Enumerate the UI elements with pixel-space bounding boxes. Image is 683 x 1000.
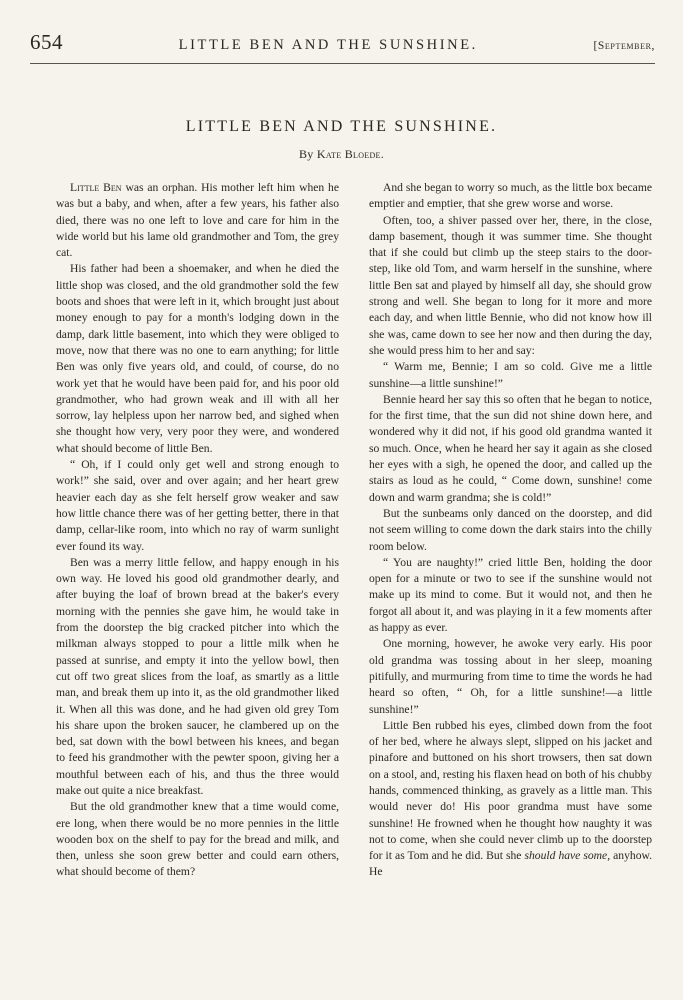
running-head — [30, 30, 655, 64]
left-column — [56, 180, 339, 881]
paragraph: But the sunbeams only danced on the doorstep, and did not seem willing to come down the dark stairs into the chilly room below. — [369, 506, 652, 553]
page-number: 654 — [30, 30, 63, 54]
article-body — [56, 180, 652, 881]
lead-word: Little Ben — [70, 181, 122, 194]
paragraph: “ You are naughty!” cried little Ben, holding the door open for a minute or two to see if the sunshine would not make up its mind to come. But it would not, and then he forgot all about it, and was playing in it a few moments after as happy as ever. — [369, 555, 652, 635]
paragraph: One morning, however, he awoke very early. His poor old grandma was tossing about in her sleep, moaning pitifully, and murmuring from time to time the words he had heard so often, “ Oh, for a little sunshine!—a little sunshine!” — [369, 637, 652, 716]
paragraph: “ Warm me, Bennie; I am so cold. Give me a little sunshine—a little sunshine!” — [369, 360, 652, 390]
paragraph: Little Ben was an orphan. His mother left him when he was but a baby, and when, after a few years, his father also died, there was no one left to love and care for him in the wide world but his lame old grandmother and Tom, the grey cat. — [56, 181, 340, 260]
running-title: LITTLE BEN AND THE SUNSHINE. — [178, 37, 478, 53]
paragraph: And she began to worry so much, as the little box became emptier and emptier, that she grew worse and worse. — [369, 181, 652, 211]
paragraph: “ Oh, if I could only get well and strong enough to work!” she said, over and over again; and her heart grew heavier each day as she felt herself grow weaker and saw how little chance there was of her getting better, there in that damp, cellar-like room, into which no ray of warm sunlight ever found its way. — [56, 458, 339, 553]
emphasis: should have some, — [524, 849, 611, 863]
paragraph: Ben was a merry little fellow, and happy enough in his own way. He loved his good old grandmother dearly, and after buying the loaf of brown bread at the baker's every morning with the pennies she gave him, he would take in from the doorstep the big cracked pitcher into which the milkman always stopped to pour a little milk when he passed at sunrise, and empty it into the yellow bowl, then cut off two great slices from the loaf, as smartly as a little man, and break them up into it, as the old grandmother liked it. When all this was done, and he had given old grey Tom his share upon the broken saucer, he clambered up on the bed, sat down with the bowl between his knees, and began to feed his grandmother with the pewter spoon, giving her a mouthful between each of his, and thus the three would make out quite a nice breakfast. — [56, 555, 339, 797]
paragraph: But the old grandmother knew that a time would come, ere long, when there would be no more pennies in the little wooden box on the shelf to pay for the bread and milk, and then, unless she soon grew better and could earn others, what should become of them? — [56, 800, 339, 879]
paragraph: Little Ben rubbed his eyes, climbed down from the foot of her bed, where he always slept, slipped on his jacket and pinafore and buttoned on his short trowsers, then sat down on a stool, and, resting his flaxen head on both of his chubby hands, commenced thinking, as gravely as a little man. This would never do! His poor grandma must have some sunshine! He frowned when he thought how naughty it was not to come, when she could never climb up to the doorstep for it as Tom and he did. But she should have some, anyhow. He — [369, 718, 653, 879]
byline-prefix: By — [298, 147, 314, 161]
paragraph: Bennie heard her say this so often that he began to notice, for the first time, that the sun did not shine down here, and wondered why it did not, if his good old grandma wanted it so much. Once, when he heard her say it again as she closed her eyes with a sigh, he opened the door, and called up the stairs as loud as he could, “ Come down, sunshine! come down and warm grandma; she is cold!” — [369, 392, 652, 504]
byline — [0, 147, 683, 162]
paragraph: His father had been a shoemaker, and when he died the little shop was closed, and the old grandmother sold the few boots and shoes that were left in it, which brought just about money enough to pay for a month's lodging down in the damp, dark little basement, into which they were obliged to move, now that there was no one to earn anything; for little Ben was only five years old, and could, of course, do no work yet that he would have been paid for, and his poor old grandmother, who had grown weak and ill with all her sorrow, lay helpless upon her narrow bed, and sighed when she thought how very, very poor they were, and wondered what should become of little Ben. — [56, 262, 339, 455]
author-name: Kate Bloede. — [316, 147, 385, 161]
running-month: [September, — [593, 40, 655, 52]
paragraph: Often, too, a shiver passed over her, there, in the close, damp basement, though it was summer time. She thought that if she could but climb up the steep stairs to the door-step, like old Tom, and warm herself in the sunshine, where little Ben sat and played by himself all day, she should grow strong and well. She began to long for it more and more each day, and when little Bennie, who did not know how ill she was, came down to see her now and then during the day, she would press him to her and say: — [369, 213, 652, 357]
article-title: LITTLE BEN AND THE SUNSHINE. — [185, 118, 498, 135]
right-column — [369, 180, 652, 881]
